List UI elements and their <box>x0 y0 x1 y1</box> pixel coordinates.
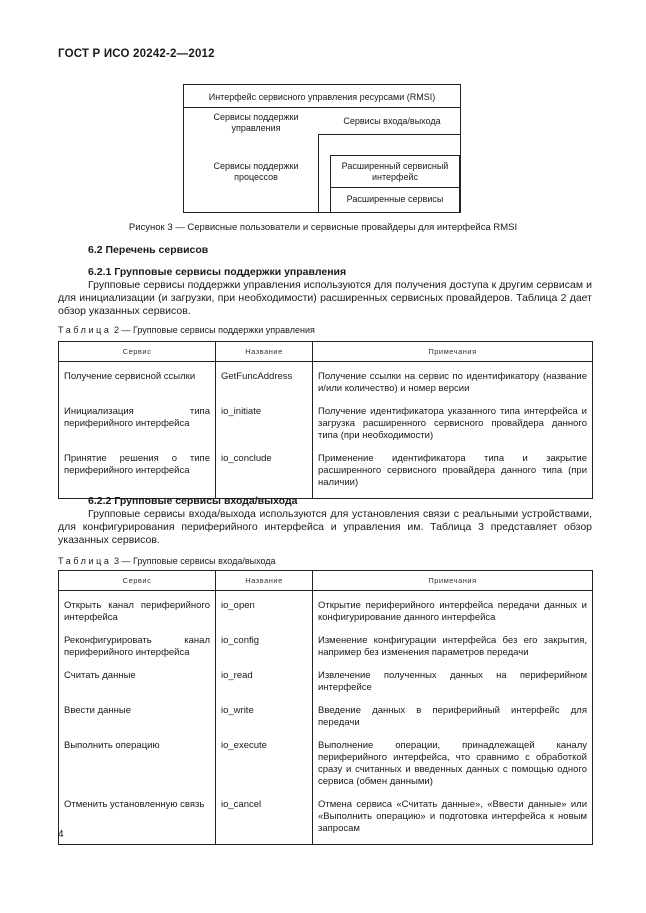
table2-cell-service: Принятие решения о типе периферийного интерфейса <box>59 451 216 491</box>
table3-cell-name: io_execute <box>216 738 313 790</box>
table3-cell-name: io_open <box>216 598 313 626</box>
diagram-divider <box>184 107 460 108</box>
table-row <box>59 797 593 837</box>
diagram-mgmt-services-label: Сервисы поддержки управления <box>213 112 299 133</box>
diagram-io-top-line <box>318 134 460 135</box>
table2-caption-word: Таблица <box>58 325 112 335</box>
diagram-io-services-label: Сервисы входа/выхода <box>343 116 441 126</box>
table3-cell-name: io_write <box>216 703 313 731</box>
table3-cell-notes: Изменение конфигурации интерфейса без его закрытия, например без изменения параметров передачи <box>313 633 593 661</box>
table3-cell-service: Отменить установленную связь <box>59 797 216 837</box>
diagram-ext-divider <box>331 187 459 188</box>
table-row <box>59 633 593 661</box>
diagram-ext-services-label: Расширенные сервисы <box>346 194 444 204</box>
table-row <box>59 738 593 790</box>
paragraph-6-2-1: Групповые сервисы поддержки управления используются для получения доступа к другим сервисам и для инициализации (и загрузки, при необходимости) расширенных сервисных провайдеров. Таблица 2 дает обзор указанных сервисов. <box>58 279 592 317</box>
table-row <box>59 451 593 491</box>
table-3 <box>58 570 593 845</box>
table3-cell-notes: Выполнение операции, принадлежащей каналу периферийного интерфейса, что сравнимо с обработкой сразу и считанных и введенных данных с помощью одного сервиса (обмен данными) <box>313 738 593 790</box>
table2-caption <box>58 325 315 335</box>
section-heading-6-2: 6.2 Перечень сервисов <box>88 244 209 256</box>
table3-cell-name: io_cancel <box>216 797 313 837</box>
table2-cell-notes: Получение ссылки на сервис по идентификатору (название и/или количество) и номер версии <box>313 369 593 397</box>
section-heading-6-2-1: 6.2.1 Групповые сервисы поддержки управления <box>88 266 347 278</box>
table3-caption-word: Таблица <box>58 556 112 566</box>
diagram-ext-interface-label: Расширенный сервисный интерфейс <box>341 161 449 182</box>
diagram-process-services-label: Сервисы поддержки процессов <box>213 161 299 182</box>
table-row <box>59 369 593 397</box>
paragraph-6-2-2: Групповые сервисы входа/выхода используются для установления связи с реальными устройствами, для конфигурирования периферийного интерфейса и управления им. Таблица 3 представляет обзор указанных сервисов. <box>58 508 592 546</box>
table3-cell-service: Ввести данные <box>59 703 216 731</box>
diagram-rmsi-label: Интерфейс сервисного управления ресурсами (RMSI) <box>208 92 436 102</box>
table3-cell-service: Открыть канал периферийного интерфейса <box>59 598 216 626</box>
table2-cell-name: io_conclude <box>216 451 313 491</box>
table3-cell-notes: Открытие периферийного интерфейса передачи данных и конфигурирование данного интерфейса <box>313 598 593 626</box>
table2-caption-text: 2 — Групповые сервисы поддержки управления <box>114 325 315 335</box>
section-heading-6-2-2: 6.2.2 Групповые сервисы входа/выхода <box>88 495 298 507</box>
table2-cell-service: Инициализация типа периферийного интерфейса <box>59 404 216 444</box>
table3-header-service: Сервис <box>59 571 216 591</box>
table3-caption <box>58 556 276 566</box>
table3-cell-name: io_read <box>216 668 313 696</box>
table2-cell-name: io_initiate <box>216 404 313 444</box>
table3-cell-notes: Введение данных в периферийный интерфейс для передачи <box>313 703 593 731</box>
diagram-extended-box <box>330 155 460 213</box>
document-header: ГОСТ Р ИСО 20242-2—2012 <box>58 48 215 60</box>
table2-cell-name: GetFuncAddress <box>216 369 313 397</box>
diagram-io-left-line <box>318 134 319 213</box>
table2-cell-service: Получение сервисной ссылки <box>59 369 216 397</box>
table-2 <box>58 341 593 499</box>
table2-cell-notes: Получение идентификатора указанного типа интерфейса и загрузка расширенного сервисного провайдера данного типа (при необходимости) <box>313 404 593 444</box>
table3-header-name: Название <box>216 571 313 591</box>
table3-cell-service: Реконфигурировать канал периферийного интерфейса <box>59 633 216 661</box>
table2-cell-notes: Применение идентификатора типа и закрытие расширенного сервисного провайдера данного типа (при наличии) <box>313 451 593 491</box>
table-row <box>59 703 593 731</box>
table-row <box>59 598 593 626</box>
table3-caption-text: 3 — Групповые сервисы входа/выхода <box>114 556 276 566</box>
table3-cell-notes: Отмена сервиса «Считать данные», «Ввести данные» или «Выполнить операцию» и подготовка интерфейса к новым запросам <box>313 797 593 837</box>
table3-header-notes: Примечания <box>313 571 593 591</box>
rmsi-diagram <box>183 84 461 213</box>
table2-header-service: Сервис <box>59 342 216 362</box>
table-row <box>59 404 593 444</box>
table3-cell-service: Выполнить операцию <box>59 738 216 790</box>
table2-header-notes: Примечания <box>313 342 593 362</box>
figure-caption: Рисунок 3 — Сервисные пользователи и сервисные провайдеры для интерфейса RMSI <box>128 222 518 233</box>
table3-cell-name: io_config <box>216 633 313 661</box>
table3-cell-notes: Извлечение полученных данных на периферийном интерфейсе <box>313 668 593 696</box>
table3-cell-service: Считать данные <box>59 668 216 696</box>
table-row <box>59 668 593 696</box>
page-number: 4 <box>58 829 64 840</box>
table2-header-name: Название <box>216 342 313 362</box>
